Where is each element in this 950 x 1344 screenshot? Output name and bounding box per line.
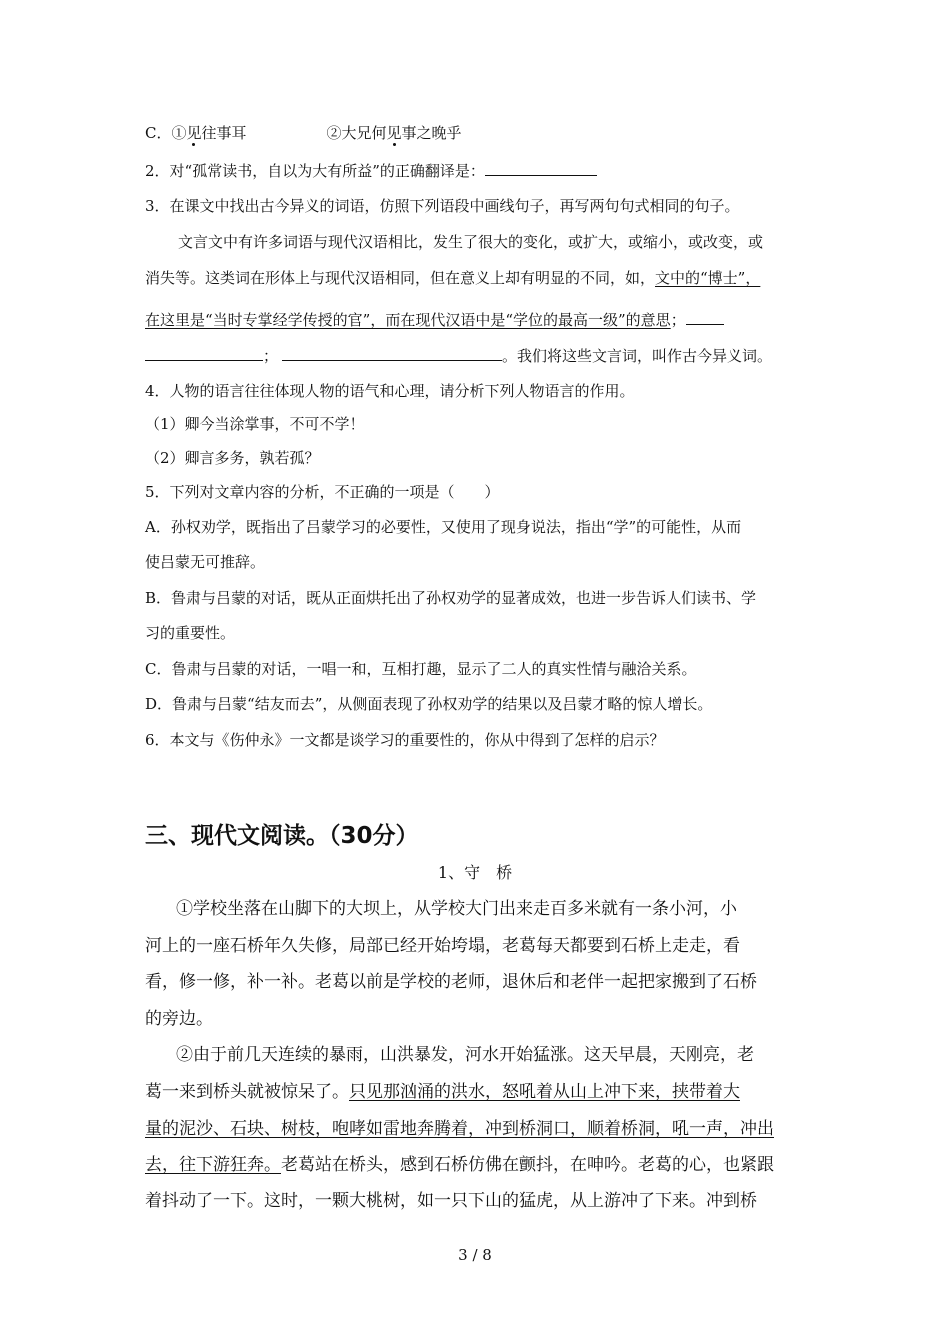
q5-option-c: C．鲁肃与吕蒙的对话，一唱一和，互相打趣，显示了二人的真实性情与融洽关系。	[145, 660, 697, 678]
p2-line-1: ②由于前几天连续的暴雨，山洪暴发，河水开始猛涨。这天早晨，天刚亮，老	[176, 1045, 754, 1065]
q1c-text-1: 往事耳	[201, 124, 247, 142]
q3-answer-blank-2[interactable]	[282, 344, 502, 361]
question-4: 4．人物的语言往往体现人物的语气和心理，请分析下列人物语言的作用。	[145, 382, 635, 400]
q3-semicolon: ；	[670, 311, 686, 329]
question-5: 5．下列对文章内容的分析，不正确的一项是（ ）	[145, 483, 500, 501]
p2-underlined-sentence-middle: 量的泥沙、石块、树枝，咆哮如雷地奔腾着，冲到桥洞口，顺着桥洞，吼一声，冲出	[145, 1119, 774, 1139]
q1c-emphasis-word-1: 见	[186, 124, 202, 142]
question-6: 6．本文与《伤仲永》一文都是谈学习的重要性的，你从中得到了怎样的启示？	[145, 731, 665, 749]
q1-option-c	[145, 122, 815, 144]
q3-separator: ；	[263, 347, 279, 365]
question-3: 3．在课文中找出古今异义的词语，仿照下列语段中画线句子，再写两句句式相同的句子。	[145, 197, 740, 215]
q2-text: 2．对“孤常读书，自以为大有所益”的正确翻译是：	[145, 162, 485, 180]
p2-line-5: 着抖动了一下。这时，一颗大桃树，如一只下山的猛虎，从上游冲了下来。冲到桥	[145, 1191, 757, 1211]
q3-passage-text: 消失等。这类词在形体上与现代汉语相同，但在意义上却有明显的不同，如，	[145, 269, 656, 287]
q1c-label: C．①	[145, 124, 187, 142]
q2-answer-blank[interactable]	[485, 159, 597, 176]
q4-item-2: （2）卿言多务，孰若孤？	[145, 449, 320, 467]
p2-text: 葛一来到桥头就被惊呆了。	[145, 1082, 349, 1102]
q3-underlined-sentence-end: 在这里是“当时专掌经学传授的官”，而在现代汉语中是“学位的最高一级”的意思	[145, 311, 671, 329]
passage-title: 1、守 桥	[437, 863, 513, 882]
q3-answer-blank-1a[interactable]	[686, 308, 724, 325]
q5-option-a-line-1: A．孙权劝学，既指出了吕蒙学习的必要性，又使用了现身说法，指出“学”的可能性，从而	[145, 518, 742, 536]
q3-passage-end: 。我们将这些文言词，叫作古今异义词。	[502, 347, 773, 365]
q1c-text-2: ②大兄何	[326, 124, 387, 142]
q5-option-a-line-2: 使吕蒙无可推辞。	[145, 553, 266, 571]
page-number: 3 / 8	[458, 1246, 492, 1264]
q5-option-b-line-1: B．鲁肃与吕蒙的对话，既从正面烘托出了孙权劝学的显著成效，也进一步告诉人们读书、学	[145, 589, 757, 607]
q3-passage-line-3	[145, 308, 815, 331]
p2-underlined-sentence-start: 只见那汹涌的洪水，怒吼着从山上冲下来，挟带着大	[349, 1082, 740, 1102]
p2-line-4	[145, 1154, 815, 1176]
q3-underlined-sentence-start: 文中的“博士”，	[655, 269, 761, 287]
p2-underlined-sentence-end: 去，往下游狂奔。	[145, 1155, 281, 1175]
q1c-emphasis-word-2: 见	[386, 124, 402, 142]
q1c-text-3: 事之晚乎	[401, 124, 462, 142]
p2-line-2	[145, 1081, 815, 1103]
p2-text-2: 老葛站在桥头，感到石桥仿佛在颤抖，在呻吟。老葛的心，也紧跟	[281, 1155, 774, 1175]
q3-answer-blank-1b[interactable]	[145, 344, 263, 361]
p1-line-4: 的旁边。	[145, 1009, 213, 1029]
question-2	[145, 159, 815, 182]
q3-passage-line-2	[145, 267, 815, 289]
q3-passage-line-1: 文言文中有许多词语与现代汉语相比，发生了很大的变化，或扩大，或缩小，或改变，或	[178, 233, 764, 251]
q3-passage-line-4	[145, 344, 815, 367]
q5-option-b-line-2: 习的重要性。	[145, 624, 236, 642]
q4-item-1: （1）卿今当涂掌事，不可不学！	[145, 415, 365, 433]
section-heading: 三、现代文阅读。（30分）	[145, 823, 419, 849]
q5-option-d: D．鲁肃与吕蒙“结友而去”，从侧面表现了孙权劝学的结果以及吕蒙才略的惊人增长。	[145, 695, 713, 713]
p1-line-3: 看，修一修，补一补。老葛以前是学校的老师，退休后和老伴一起把家搬到了石桥	[145, 972, 757, 992]
p1-line-1: ①学校坐落在山脚下的大坝上，从学校大门出来走百多米就有一条小河，小	[176, 899, 737, 919]
p1-line-2: 河上的一座石桥年久失修，局部已经开始垮塌，老葛每天都要到石桥上走走，看	[145, 936, 740, 956]
